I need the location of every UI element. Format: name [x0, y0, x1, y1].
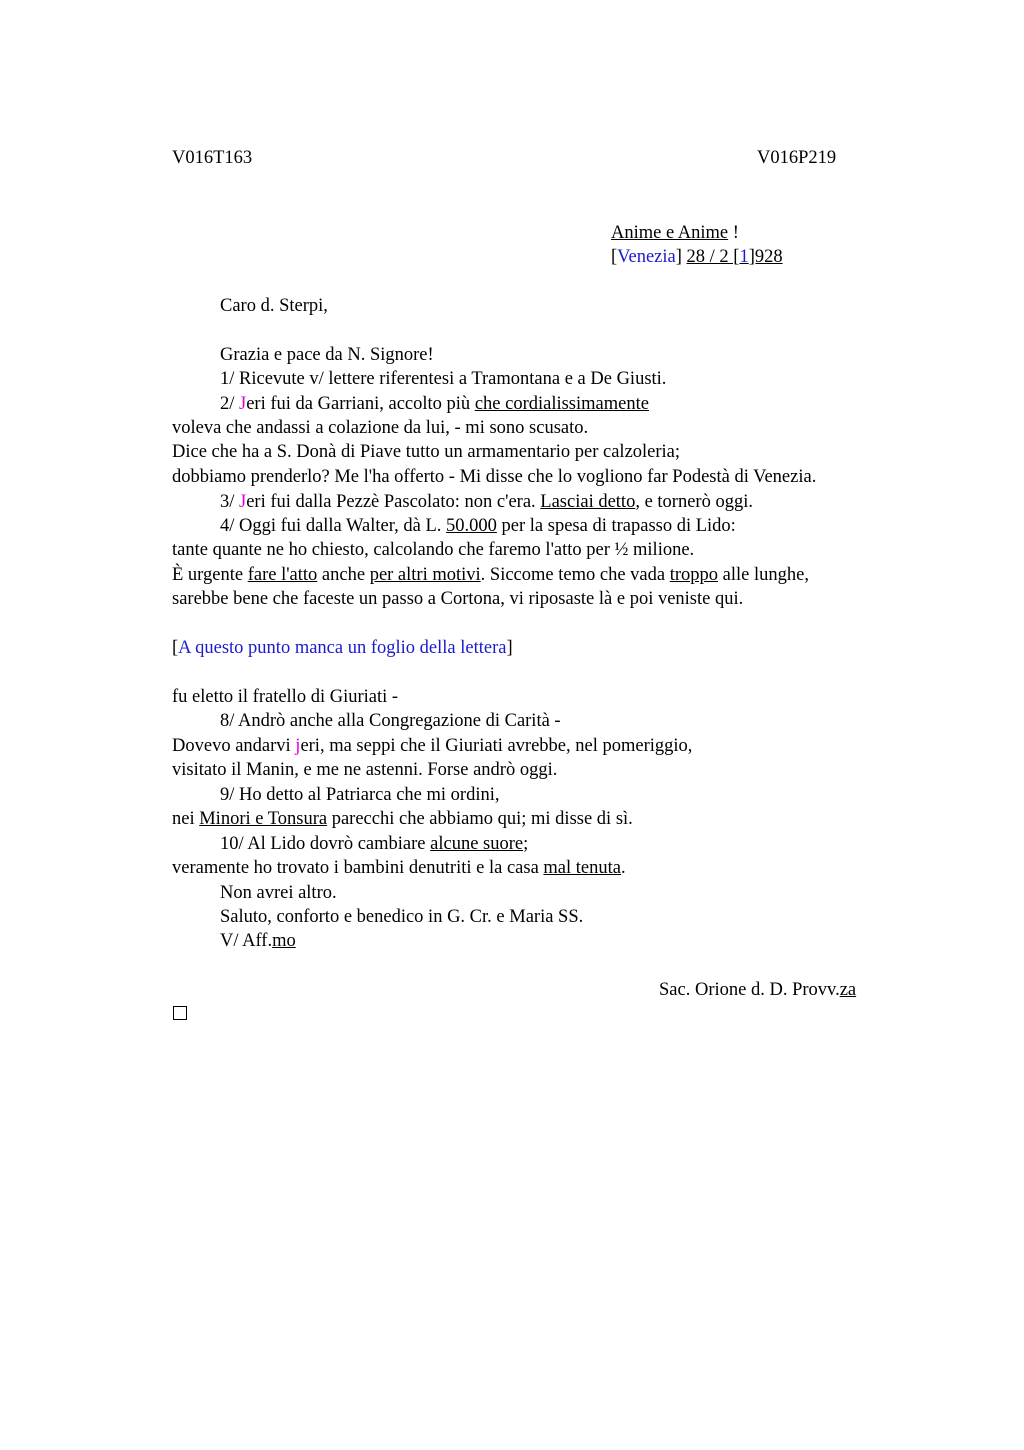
dateline-title: Anime e Anime !: [611, 223, 739, 243]
point-4-line-4: sarebbe bene che faceste un passo a Cortona, vi riposaste là e poi veniste qui.: [172, 589, 744, 609]
missing-sheet-note: [A questo punto manca un foglio della lettera]: [172, 638, 513, 658]
point-8-line-2: Dovevo andarvi jeri, ma seppi che il Giuriati avrebbe, nel pomeriggio,: [172, 736, 693, 756]
point-2: 2/ Jeri fui da Garriani, accolto più che cordialissimamente: [220, 394, 649, 414]
greeting: Grazia e pace da N. Signore!: [220, 345, 434, 365]
closing-line-3: V/ Aff.mo: [220, 931, 296, 951]
place-name: Venezia: [617, 247, 676, 267]
closing-line-1: Non avrei altro.: [220, 883, 337, 903]
closing-line-2: Saluto, conforto e benedico in G. Cr. e Maria SS.: [220, 907, 584, 927]
continuation-line: fu eletto il fratello di Giuriati -: [172, 687, 399, 707]
signature: Sac. Orione d. D. Provv.za: [659, 980, 857, 1000]
point-2-line-3: Dice che ha a S. Donà di Piave tutto un armamentario per calzoleria;: [172, 442, 681, 462]
point-10: 10/ Al Lido dovrò cambiare alcune suore;: [220, 834, 529, 854]
point-3: 3/ Jeri fui dalla Pezzè Pascolato: non c'era. Lasciai detto, e tornerò oggi.: [220, 492, 753, 512]
point-8: 8/ Andrò anche alla Congregazione di Carità -: [220, 711, 561, 731]
point-4-line-3: È urgente fare l'atto anche per altri motivi. Siccome temo che vada troppo alle lunghe,: [172, 565, 809, 585]
salutation: Caro d. Sterpi,: [220, 296, 328, 316]
point-9: 9/ Ho detto al Patriarca che mi ordini,: [220, 785, 500, 805]
header-right-code: V016P219: [757, 148, 837, 168]
point-10-line-2: veramente ho trovato i bambini denutriti e la casa mal tenuta.: [172, 858, 626, 878]
point-4-line-2: tante quante ne ho chiesto, calcolando che faremo l'atto per ½ milione.: [172, 540, 695, 560]
dateline-date: [Venezia] 28 / 2 [1]928: [611, 247, 783, 267]
point-2-line-4: dobbiamo prenderlo? Me l'ha offerto - Mi disse che lo vogliono far Podestà di Venezia.: [172, 467, 817, 487]
point-2-line-2: voleva che andassi a colazione da lui, - mi sono scusato.: [172, 418, 589, 438]
point-4: 4/ Oggi fui dalla Walter, dà L. 50.000 per la spesa di trapasso di Lido:: [220, 516, 736, 536]
header-left-code: V016T163: [172, 148, 253, 168]
point-9-line-2: nei Minori e Tonsura parecchi che abbiamo qui; mi disse di sì.: [172, 809, 633, 829]
point-1: 1/ Ricevute v/ lettere riferentesi a Tramontana e a De Giusti.: [220, 369, 667, 389]
point-8-line-3: visitato il Manin, e me ne astenni. Forse andrò oggi.: [172, 760, 558, 780]
checkbox-square-icon: [173, 1006, 187, 1020]
